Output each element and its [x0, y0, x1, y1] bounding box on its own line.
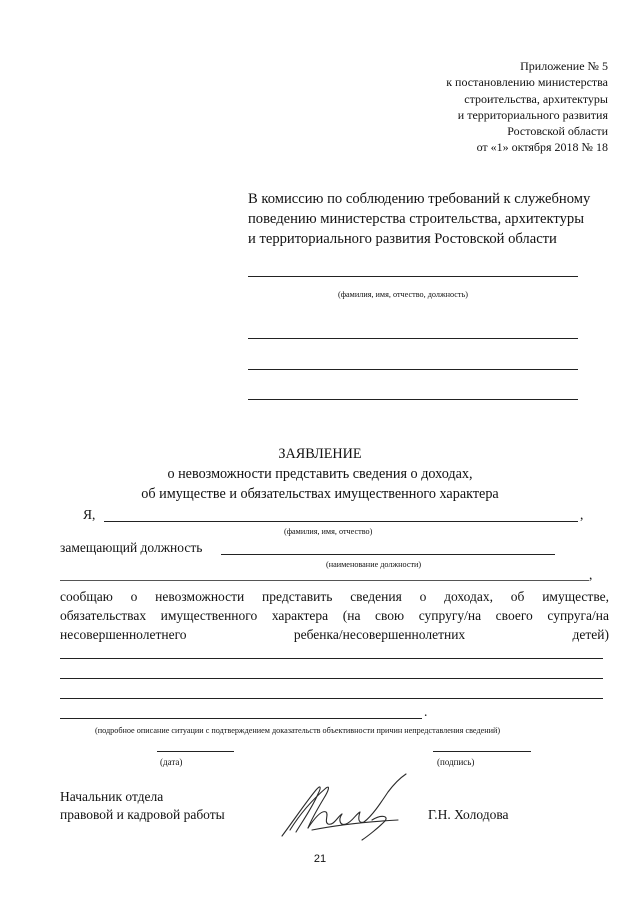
situation-line-4[interactable]	[60, 718, 422, 719]
fio-caption: (фамилия, имя, отчество)	[284, 527, 373, 536]
position-caption: (наименование должности)	[326, 560, 422, 569]
situation-line-end: .	[424, 704, 428, 719]
position-line-end: ,	[589, 567, 593, 582]
date-caption: (дата)	[160, 757, 183, 767]
appendix-line: и территориального развития	[457, 107, 608, 122]
applicant-name-caption: (фамилия, имя, отчество, должность)	[338, 290, 468, 299]
appendix-block	[348, 58, 608, 156]
addressee-line: и территориального развития Ростовской области	[248, 231, 557, 247]
statement-title: ЗАЯВЛЕНИЕ	[278, 446, 362, 462]
signature-caption: (подпись)	[437, 757, 475, 767]
appendix-line: к постановлению министерства	[446, 75, 608, 90]
position-continuation-line[interactable]	[60, 580, 589, 581]
handwritten-signature-image	[272, 770, 414, 842]
page-number: 21	[313, 853, 327, 865]
applicant-blank-line-3[interactable]	[248, 399, 578, 400]
signature-field-line[interactable]	[433, 751, 531, 752]
signer-position-line2: правовой и кадровой работы	[60, 807, 225, 822]
position-label: замещающий должность	[60, 540, 203, 555]
report-text-line3: несовершеннолетнего ребенка/несовершеннолетних детей)	[60, 627, 609, 642]
addressee-block	[248, 189, 590, 249]
report-text-line2: обязательствах имущественного характера (на свою супругу/на своего супруга/на	[60, 608, 609, 623]
report-text-line1: сообщаю о невозможности представить сведения о доходах, об имуществе,	[60, 589, 609, 604]
signer-position-line1: Начальник отдела	[60, 789, 164, 804]
situation-caption: (подробное описание ситуации с подтверждением доказательств объективности причин непредставления сведений)	[95, 726, 501, 735]
applicant-blank-line-2[interactable]	[248, 369, 578, 370]
position-field-line[interactable]	[221, 554, 555, 555]
appendix-line: строительства, архитектуры	[464, 91, 608, 106]
addressee-line: В комиссию по соблюдению требований к служебному	[248, 191, 591, 207]
situation-line-3[interactable]	[60, 698, 603, 699]
situation-line-2[interactable]	[60, 678, 603, 679]
statement-subtitle-line1: о невозможности представить сведения о доходах,	[167, 466, 473, 482]
fio-field-line[interactable]	[104, 521, 578, 522]
fio-line-end: ,	[580, 507, 584, 522]
applicant-blank-line-1[interactable]	[248, 338, 578, 339]
appendix-line: Приложение № 5	[520, 59, 608, 73]
addressee-line: поведению министерства строительства, архитектуры	[248, 211, 585, 227]
appendix-line: от «1» октября 2018 № 18	[476, 140, 608, 155]
date-field-line[interactable]	[157, 751, 234, 752]
applicant-name-line[interactable]	[248, 276, 578, 277]
appendix-line: Ростовской области	[507, 124, 608, 139]
statement-subtitle-line2: об имуществе и обязательствах имущественного характера	[141, 486, 499, 502]
i-label: Я,	[83, 507, 96, 522]
situation-line-1[interactable]	[60, 658, 603, 659]
signer-name: Г.Н. Холодова	[428, 807, 509, 822]
